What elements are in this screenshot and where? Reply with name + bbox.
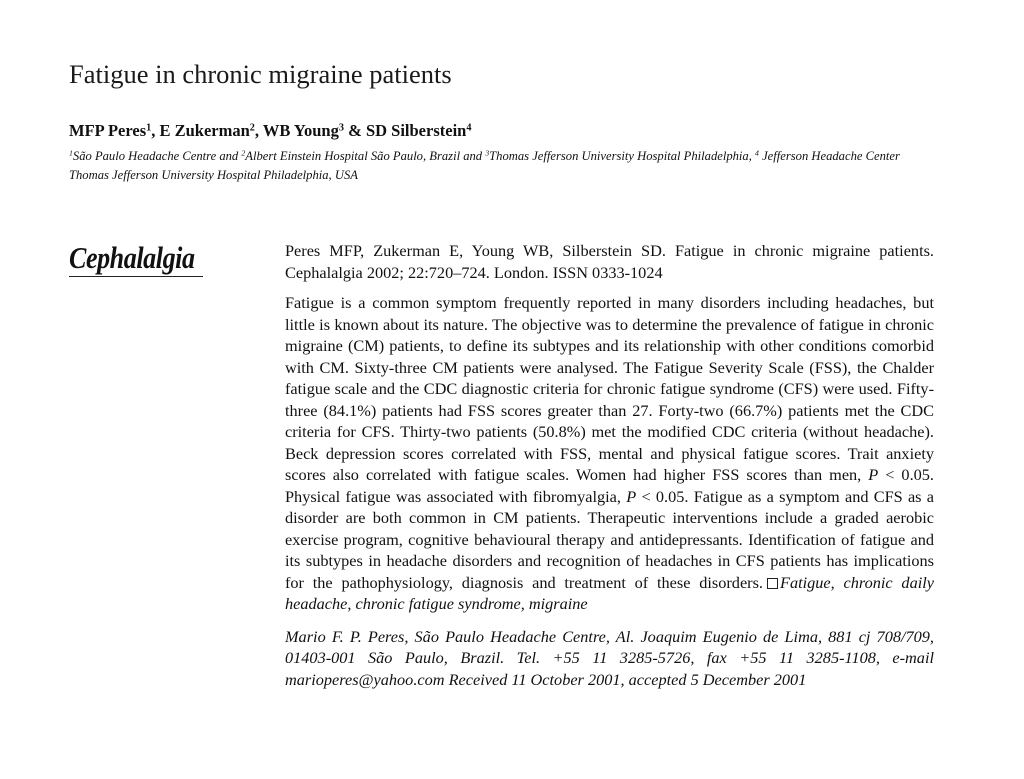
affiliation-marker: 1 — [69, 148, 73, 158]
abstract — [285, 292, 934, 615]
p-symbol: P — [626, 486, 637, 506]
abstract-text: Fatigue is a common symptom frequently reported in many disorders including headaches, but little is known about its nature. The objective was to determine the prevalence of fatigue in chronic migraine (CM) patients, to define its subtypes and its relationship with other conditions comorbid with CM. Sixty-three CM patients were analysed. The Fatigue Severity Scale (FSS), the Chalder fatigue scale and the CDC diagnostic criteria for chronic fatigue syndrome (CFS) were used. Fifty-three (84.1%) patients had FSS scores greater than 27. Forty-two (66.7%) patients met the CDC criteria for CFS. Thirty-two patients (50.8%) met the modified CDC criteria (without headache). Beck depression scores correlated with FSS, mental and physical fatigue scores. Trait anxiety scores also correlated with fatigue scales. Women had higher FSS scores than men, — [285, 293, 934, 484]
author-separator: & — [343, 121, 366, 140]
affiliation-marker: 1 — [146, 122, 152, 134]
affiliation-text: Jefferson Headache Center Thomas Jefferson University Hospital Philadelphia, USA — [69, 149, 900, 182]
keywords: Fatigue, chronic daily headache, chronic fatigue syndrome, migraine — [285, 572, 934, 613]
author-name: WB Young — [262, 121, 339, 140]
affiliation-marker: 2 — [241, 148, 246, 158]
author-list — [69, 121, 471, 141]
author-name: E Zukerman — [159, 121, 250, 140]
affiliation-marker: 4 — [755, 148, 759, 158]
logo-underline — [69, 276, 203, 277]
author-separator: , — [151, 121, 160, 140]
affiliations — [69, 147, 939, 184]
author-name: SD Silberstein — [365, 121, 467, 140]
affiliation-text: Albert Einstein Hospital São Paulo, Brazil and — [245, 149, 486, 163]
citation: Peres MFP, Zukerman E, Young WB, Silberstein SD. Fatigue in chronic migraine patients. Cephalalgia 2002; 22:720–724. London. ISSN 0333-1024 — [285, 241, 934, 282]
journal-logo — [69, 241, 205, 277]
article-title: Fatigue in chronic migraine patients — [69, 59, 452, 89]
abstract-text: < 0.05. Physical fatigue was associated with fibromyalgia, — [285, 465, 934, 506]
author-name: MFP Peres — [69, 121, 147, 140]
p-symbol: P — [868, 465, 879, 484]
correspondence: Mario F. P. Peres, São Paulo Headache Centre, Al. Joaquim Eugenio de Lima, 881 cj 708/709, 01403-001 São Paulo, Brazil. Tel. +55 11 3285-5726, fax +55 11 3285-1108, e-mail marioperes@yahoo.com Received 11 October 2001, accepted 5 December 2001 — [285, 626, 934, 689]
affiliation-marker: 4 — [466, 122, 472, 134]
author-separator: , — [254, 121, 263, 140]
journal-logo-text: Cephalalgia — [69, 240, 195, 275]
affiliation-text: São Paulo Headache Centre and — [72, 149, 242, 163]
affiliation-marker: 3 — [485, 148, 490, 158]
abstract-text: < 0.05. Fatigue as a symptom and CFS as a disorder are both common in CM patients. Therapeutic interventions include a graded aerobic exercise program, cognitive behavioural therapy and antidepressants. Identification of fatigue and its subtypes in headache disorders and recognition of headaches in CFS patients has implications for the pathophysiology, diagnosis and treatment of these disorders. — [285, 486, 934, 592]
abstract-column — [285, 240, 934, 690]
affiliation-marker: 3 — [338, 122, 344, 134]
affiliation-marker: 2 — [249, 122, 255, 134]
keyword-box-icon — [767, 578, 778, 589]
affiliation-text: Thomas Jefferson University Hospital Philadelphia, — [489, 149, 756, 163]
